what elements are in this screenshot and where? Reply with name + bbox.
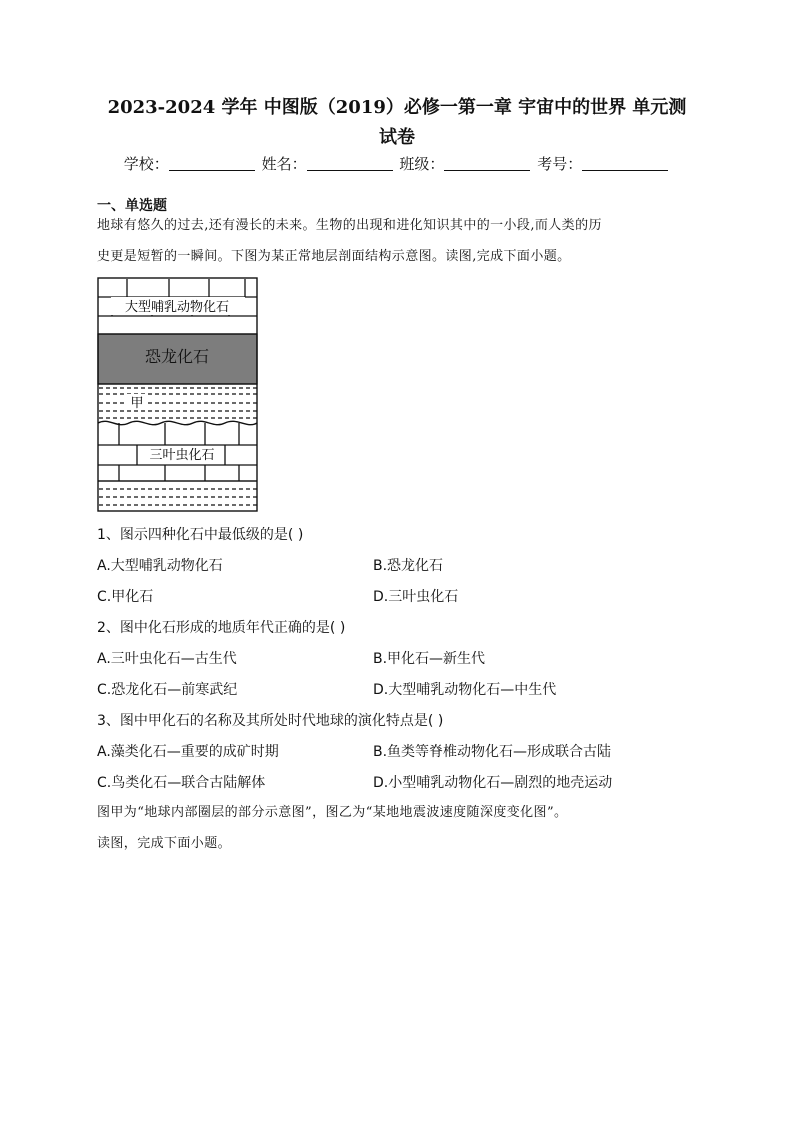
- strata-layer-bottom: [99, 489, 257, 505]
- section-2-intro-line2: 读图，完成下面小题。: [97, 836, 232, 851]
- section-intro: [97, 210, 699, 272]
- question-2-option-a[interactable]: A.三叶虫化石—古生代: [97, 651, 237, 667]
- question-2-stem: 2、图中化石形成的地质年代正确的是( ): [97, 620, 346, 636]
- question-3-option-c[interactable]: C.鸟类化石—联合古陆解体: [97, 775, 266, 791]
- exam-number-label: 考号：: [537, 155, 583, 173]
- question-3-option-b[interactable]: B.鱼类等脊椎动物化石—形成联合古陆: [373, 744, 612, 760]
- question-1-option-c[interactable]: C.甲化石: [97, 589, 154, 605]
- strata-profile-figure: [97, 277, 259, 513]
- question-1-option-d[interactable]: D.三叶虫化石: [373, 589, 459, 605]
- student-info-row: [0, 153, 794, 174]
- class-label: 班级：: [399, 155, 445, 173]
- exam-title-line2: 试卷: [379, 127, 415, 148]
- class-blank[interactable]: [444, 156, 530, 171]
- name-label: 姓名：: [261, 155, 307, 173]
- strata-layer-jia: [99, 388, 257, 418]
- section-intro-line2: 史更是短暂的一瞬间。下图为某正常地层剖面结构示意图。读图,完成下面小题。: [97, 249, 571, 264]
- question-1-option-a[interactable]: A.大型哺乳动物化石: [97, 558, 223, 574]
- question-3-option-d[interactable]: D.小型哺乳动物化石—剧烈的地壳运动: [373, 775, 613, 791]
- unconformity-line: [98, 421, 257, 424]
- name-blank[interactable]: [307, 156, 393, 171]
- question-2-option-b[interactable]: B.甲化石—新生代: [373, 651, 486, 667]
- mammal-fossil-label: 大型哺乳动物化石: [124, 300, 230, 315]
- question-1-option-b[interactable]: B.恐龙化石: [373, 558, 444, 574]
- trilobite-fossil-label: 三叶虫化石: [149, 448, 215, 463]
- school-blank[interactable]: [169, 156, 255, 171]
- exam-title-line1: 2023-2024 学年 中图版（2019）必修一第一章 宇宙中的世界 单元测: [107, 97, 687, 118]
- section-2-intro-line1: 图甲为“地球内部圈层的部分示意图”，图乙为“某地地震波速度随深度变化图”。: [97, 805, 568, 820]
- question-3-stem: 3、图中甲化石的名称及其所处时代地球的演化特点是( ): [97, 713, 444, 729]
- section-2-intro: [97, 797, 707, 859]
- question-2-option-c[interactable]: C.恐龙化石—前寒武纪: [97, 682, 238, 698]
- exam-title: [90, 93, 704, 153]
- section-heading: 一、单选题: [97, 198, 167, 214]
- school-label: 学校：: [123, 155, 169, 173]
- dinosaur-fossil-label: 恐龙化石: [144, 347, 210, 366]
- question-1-stem: 1、图示四种化石中最低级的是( ): [97, 527, 304, 543]
- section-intro-line1: 地球有悠久的过去,还有漫长的未来。生物的出现和进化知识其中的一小段,而人类的历: [97, 218, 602, 233]
- question-3-option-a[interactable]: A.藻类化石—重要的成矿时期: [97, 744, 279, 760]
- jia-label: 甲: [130, 396, 144, 411]
- exam-number-blank[interactable]: [582, 156, 668, 171]
- question-2-option-d[interactable]: D.大型哺乳动物化石—中生代: [373, 682, 557, 698]
